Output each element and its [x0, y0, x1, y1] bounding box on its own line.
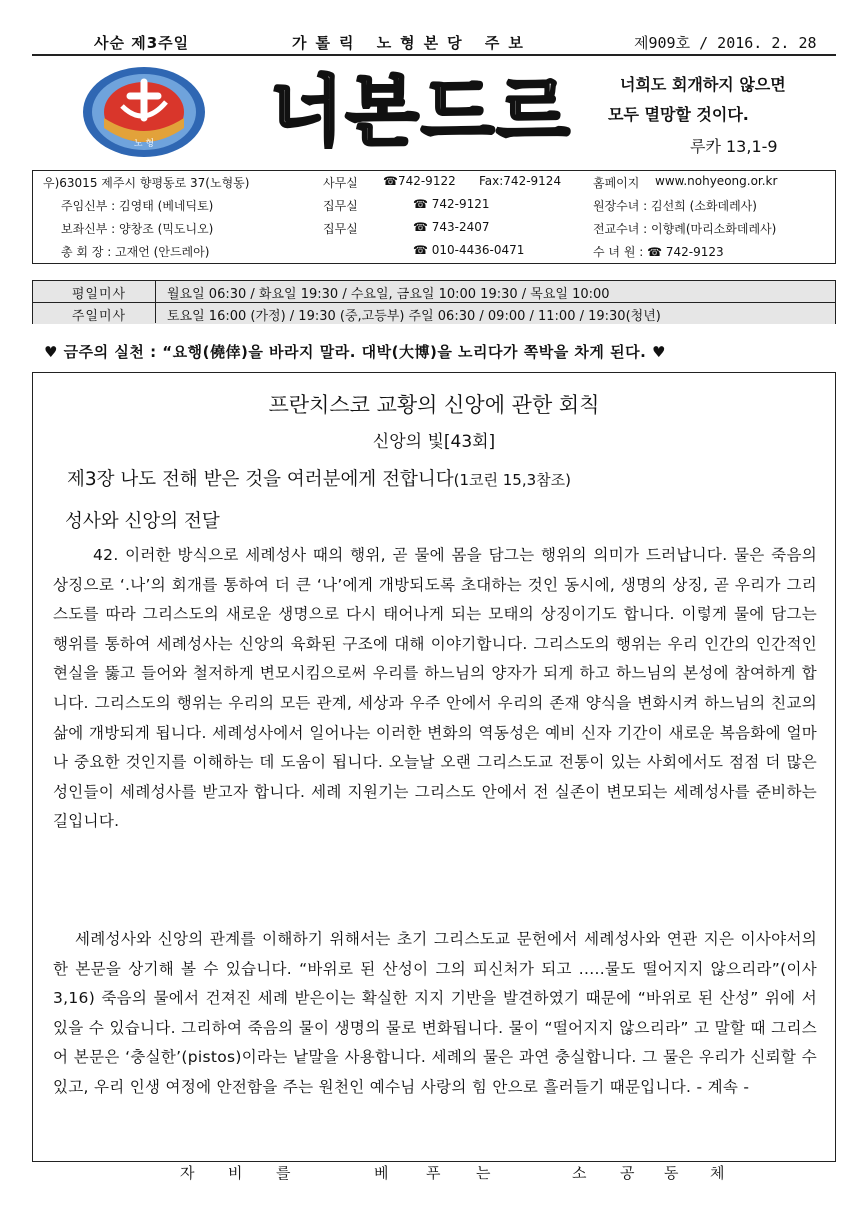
parish-logo: [82, 66, 206, 158]
president-phone: ☎ 010-4436-0471: [413, 243, 525, 257]
weekday-mass-row: [33, 281, 835, 303]
chapter-reference: (1코린 15,3참조): [453, 471, 571, 489]
footer-char: 비: [228, 1164, 243, 1182]
footer-char: 를: [276, 1164, 291, 1182]
sunday-mass-times: 토요일 16:00 (가정) / 19:30 (중,고등부) 주일 06:30 / 09:00 / 11:00 / 19:30(청년): [167, 309, 661, 324]
top-divider: [32, 54, 836, 56]
mass-label-divider: [155, 281, 156, 323]
footer-char: 는: [476, 1164, 491, 1182]
sunday-mass-row: [33, 303, 835, 324]
article-paragraph-1: 42. 이러한 방식으로 세례성사 때의 행위, 곧 물에 몸을 담그는 행위의 의미가 드러납니다. 물은 죽음의 상징으로 ‘.나’의 회개를 통하여 더 큰 ‘나’에게 개방되도록 초대하는 것인 동시에, 생명의 상징, 곧 우리가 그리스도를 따라 그리스도의 새로운 생명으로 다시 태어나게 되는 모태의 상징이기도 합니다. 이렇게 물에 담그는 행위를 통하여 세례성사는 신앙의 육화된 구조에 대해 이야기합니다. 그리스도의 행위는 우리 인간의 인간적인 현실을 뚫고 들어와 철저하게 변모시킴으로써 우리를 하느님의 양자가 되게 하고 하느님의 본성에 참여하게 합니다. 그리스도의 행위는 우리의 모든 관계, 세상과 우주 안에서 우리의 존재 양식을 변화시켜 하느님의 친교의 삶에 개방되게 됩니다. 세례성사에서 일어나는 이러한 변화의 역동성은 예비 신자 기간이 새로운 복음화에 얼마나 중요한 것인지를 이해하는 데 도움이 됩니다. 오늘날 오랜 그리스도교 전통이 있는 사회에서도 점점 더 많은 성인들이 세례성사를 받고자 합니다. 세례 지원기는 그리스도 안에서 전 실존이 변모되는 세례성사를 준비하는 길입니다.: [53, 546, 817, 831]
convent-phone: 수 녀 원 : ☎ 742-9123: [593, 245, 724, 259]
weekly-verse-line1: 너희도 회개하지 않으면: [620, 75, 786, 94]
weekly-practice: ♥ 금주의 실천 : “요행(僥倖)을 바라지 말라. 대박(大博)을 노리다가 쪽박을 차게 된다. ♥: [44, 343, 666, 361]
footer-char: 공: [620, 1164, 635, 1182]
footer-char: 베: [374, 1164, 389, 1182]
superior-sister: 원장수녀 : 김선희 (소화데레사): [593, 199, 757, 213]
article-title: 프란치스코 교황의 신앙에 관한 회칙: [268, 393, 600, 417]
homepage-label: 홈페이지: [593, 176, 640, 190]
office-phone: ☎742-9122: [383, 174, 456, 188]
footer-char: 체: [710, 1164, 725, 1182]
mission-sister: 전교수녀 : 이향례(마리소화데레사): [593, 222, 777, 236]
logo-caption: 노 형: [133, 139, 155, 149]
pastor: 주임신부 : 김영태 (베네딕토): [61, 199, 214, 213]
article-paragraph-2: 세례성사와 신앙의 관계를 이해하기 위해서는 초기 그리스도교 문헌에서 세례성사와 연관 지은 이사야서의 한 본문을 상기해 볼 수 있습니다. “바위로 된 산성이 그의 피신처가 되고 .....물도 떨어지지 않으리라”(이사 3,16) 죽음의 물에서 건져진 세례 받은이는 확실한 지지 기반을 발견하였기 때문에 “바위로 된 산성” 위에 서 있을 수 있습니다. 그리하여 죽음의 물이 생명의 물로 변화됩니다. 물이 “떨어지지 않으리라” 고 말할 때 그리스어 본문은 ‘충실한’(pistos)이라는 낱말을 사용합니다. 세례의 물은 과연 충실합니다. 그 물은 우리가 신뢰할 수 있고, 우리 인생 여정에 안전함을 주는 원천인 예수님 사랑의 힘 안으로 흘러들기 때문입니다. - 계속 -: [53, 930, 817, 1096]
parish-info-box: [32, 170, 836, 264]
mass-schedule: [32, 280, 836, 324]
article-subtitle: 신앙의 빛[43회]: [372, 432, 496, 452]
pastor-room: 집무실: [323, 199, 358, 213]
footer-char: 소: [572, 1164, 587, 1182]
issue-number: 제909호 / 2016. 2. 28: [634, 34, 817, 52]
section-heading: 성사와 신앙의 전달: [65, 511, 220, 532]
footer-char: 푸: [426, 1164, 441, 1182]
assistant-priest: 보좌신부 : 양창조 (믹도니오): [61, 222, 214, 236]
masthead-title: 너본드르: [270, 67, 572, 156]
assistant-phone: ☎ 743-2407: [413, 220, 490, 234]
chapter-heading: [67, 465, 571, 491]
footer-char: 동: [664, 1164, 679, 1182]
top-bar: [60, 30, 830, 56]
weekday-mass-label: 평일미사: [71, 287, 127, 302]
weekly-verse-line2: 모두 멸망할 것이다.: [608, 105, 749, 124]
footer-char: 자: [180, 1164, 195, 1182]
council-president: 총 회 장 : 고재언 (안드레아): [61, 245, 210, 259]
office-label: 사무실: [323, 176, 358, 190]
paper-name: 가톨릭 노형본당 주보: [292, 34, 532, 52]
weekly-verse-reference: 루카 13,1-9: [690, 137, 778, 156]
weekday-mass-times: 월요일 06:30 / 화요일 19:30 / 수요일, 금요일 10:00 19:30 / 목요일 10:00: [167, 287, 610, 302]
address: 우)63015 제주시 향평동로 37(노형동): [43, 176, 250, 190]
liturgical-week: 사순 제3주일: [94, 34, 190, 52]
homepage-link[interactable]: www.nohyeong.or.kr: [655, 174, 778, 188]
fax: Fax:742-9124: [479, 174, 562, 188]
article-box: [32, 372, 836, 1162]
chapter-title: 제3장 나도 전해 받은 것을 여러분에게 전합니다: [67, 469, 454, 490]
pastor-phone: ☎ 742-9121: [413, 197, 490, 211]
assistant-room: 집무실: [323, 222, 358, 236]
sunday-mass-label: 주일미사: [71, 309, 127, 324]
